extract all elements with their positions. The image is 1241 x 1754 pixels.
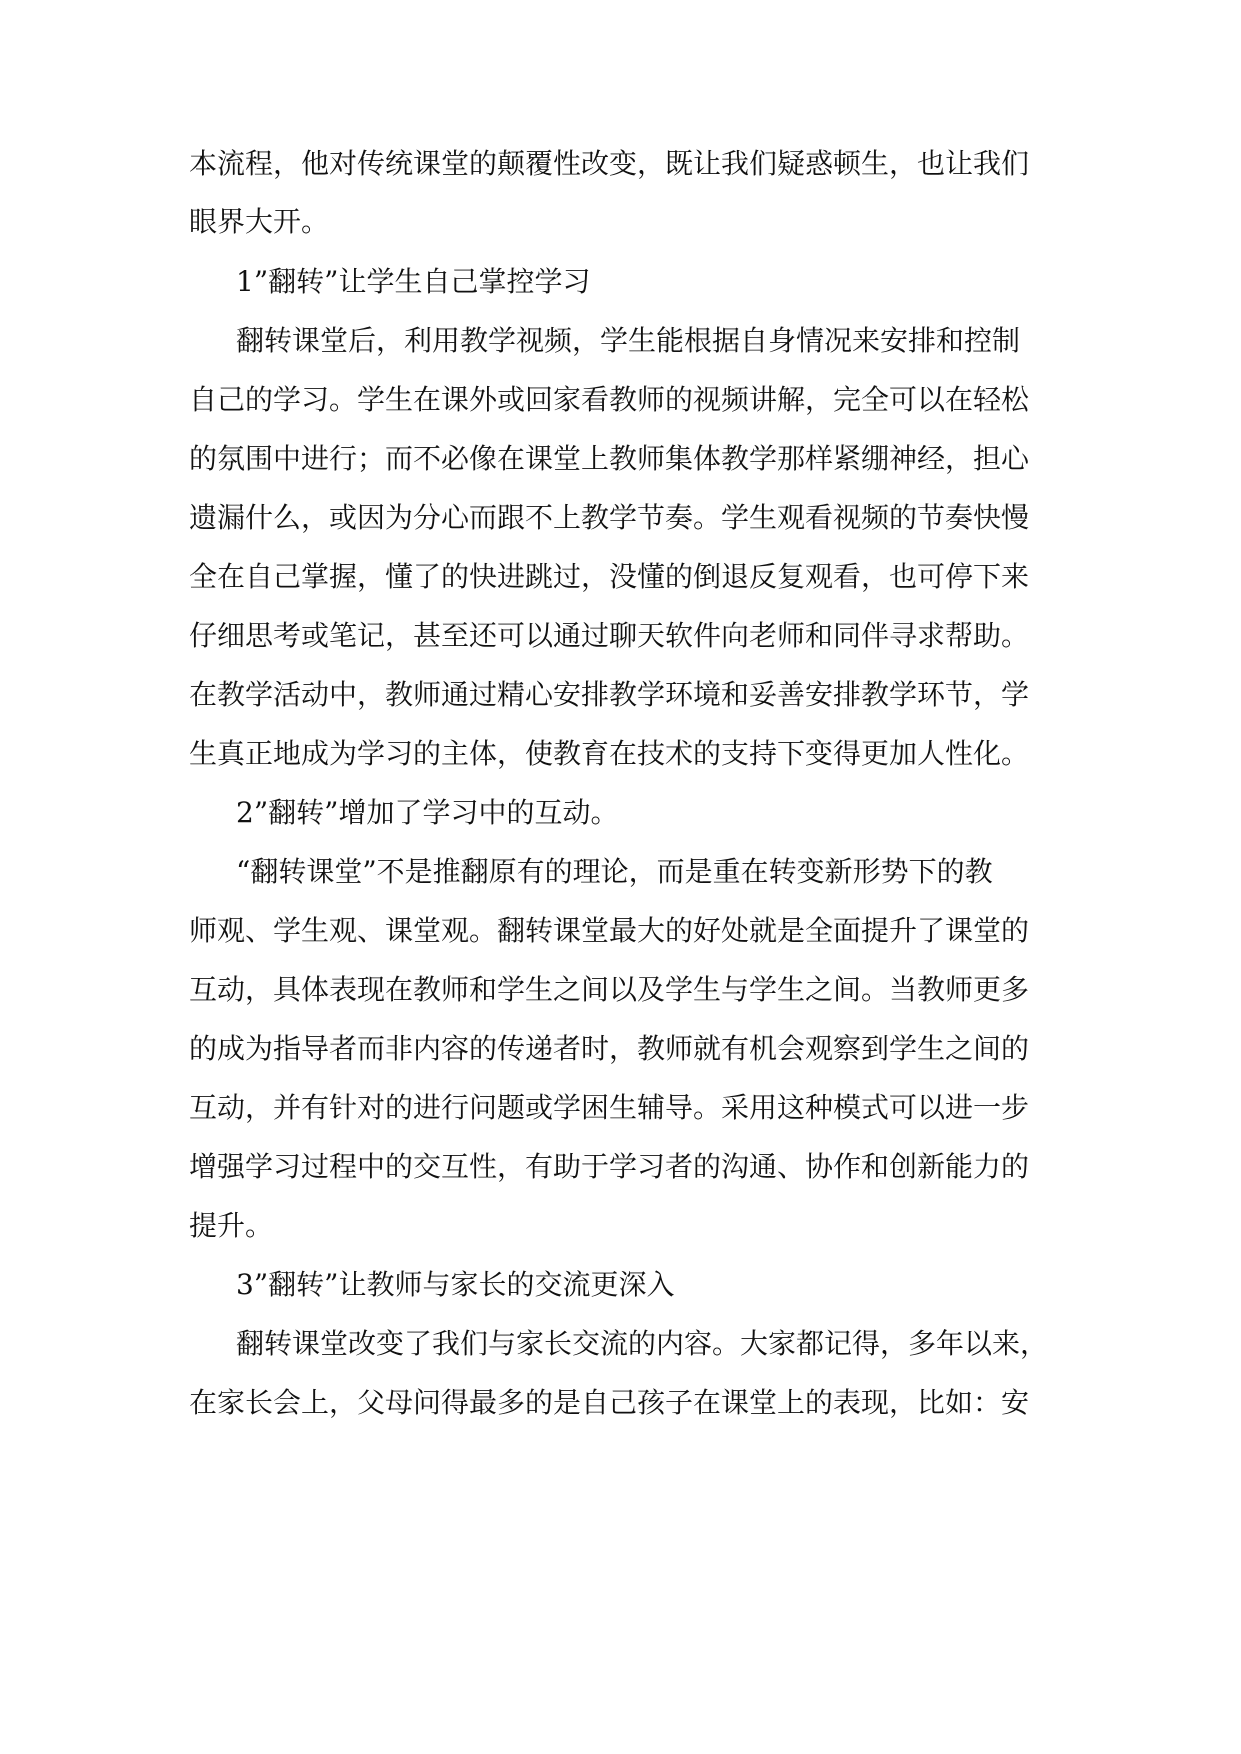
paragraph-line: 增强学习过程中的交互性，有助于学习者的沟通、协作和创新能力的	[189, 1150, 1030, 1183]
paragraph-line: 眼界大开。	[189, 205, 330, 238]
paragraph-line: 遗漏什么，或因为分心而跟不上教学节奏。学生观看视频的节奏快慢	[189, 501, 1030, 534]
section-heading-1: 1”翻转”让学生自己掌控学习	[236, 265, 591, 298]
paragraph-line: 互动，并有针对的进行问题或学困生辅导。采用这种模式可以进一步	[189, 1091, 1030, 1124]
section-heading-2: 2”翻转”增加了学习中的互动。	[236, 796, 619, 829]
paragraph-line: 仔细思考或笔记，甚至还可以通过聊天软件向老师和同伴寻求帮助。	[189, 619, 1030, 652]
paragraph-line: 生真正地成为学习的主体，使教育在技术的支持下变得更加人性化。	[189, 737, 1030, 770]
paragraph-line: 互动，具体表现在教师和学生之间以及学生与学生之间。当教师更多	[189, 973, 1030, 1006]
paragraph-line: 翻转课堂改变了我们与家长交流的内容。大家都记得，多年以来，	[236, 1327, 1049, 1360]
paragraph-line: 的成为指导者而非内容的传递者时，教师就有机会观察到学生之间的	[189, 1032, 1030, 1065]
paragraph-line: 在家长会上，父母问得最多的是自己孩子在课堂上的表现，比如：安	[189, 1386, 1030, 1419]
paragraph-line: 全在自己掌握，懂了的快进跳过，没懂的倒退反复观看，也可停下来	[189, 560, 1030, 593]
paragraph-line: 的氛围中进行；而不必像在课堂上教师集体教学那样紧绷神经，担心	[189, 442, 1030, 475]
paragraph-line: 师观、学生观、课堂观。翻转课堂最大的好处就是全面提升了课堂的	[189, 914, 1030, 947]
section-heading-3: 3”翻转”让教师与家长的交流更深入	[236, 1268, 675, 1301]
paragraph-line: 翻转课堂后，利用教学视频，学生能根据自身情况来安排和控制	[236, 324, 1021, 357]
paragraph-line: 本流程，他对传统课堂的颠覆性改变，既让我们疑惑顿生，也让我们	[189, 147, 1030, 180]
paragraph-line: 在教学活动中，教师通过精心安排教学环境和妥善安排教学环节，学	[189, 678, 1030, 711]
paragraph-line: 提升。	[189, 1209, 274, 1242]
paragraph-line: 自己的学习。学生在课外或回家看教师的视频讲解，完全可以在轻松	[189, 383, 1030, 416]
paragraph-line: “翻转课堂”不是推翻原有的理论，而是重在转变新形势下的教	[236, 855, 993, 888]
